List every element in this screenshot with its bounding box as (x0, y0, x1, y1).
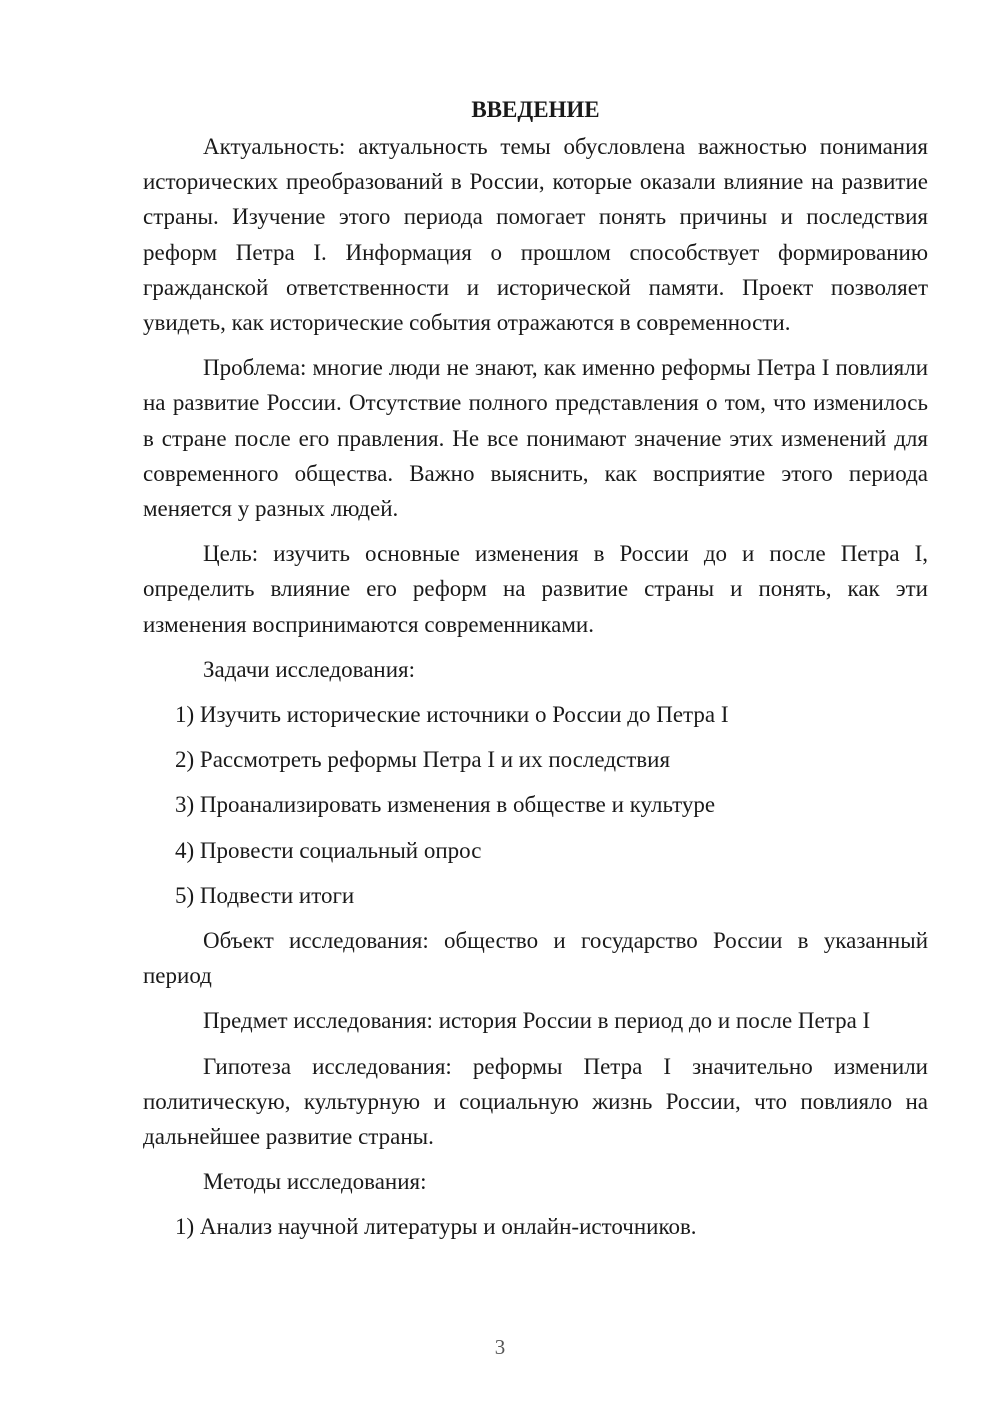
list-item: 4) Провести социальный опрос (175, 837, 482, 863)
paragraph-subject: Предмет исследования: история России в период до и после Петра I (203, 1008, 871, 1034)
methods-list (143, 1209, 928, 1244)
list-item: 3) Проанализировать изменения в обществе и культуре (175, 792, 716, 818)
tasks-heading: Задачи исследования: (203, 656, 416, 682)
list-item: 5) Подвести итоги (175, 882, 355, 908)
list-item: 1) Анализ научной литературы и онлайн-источников. (175, 1214, 697, 1240)
paragraph-hypothesis: Гипотеза исследования: реформы Петра I значительно изменили политическую, культурную и социальную жизнь России, что повлияло на дальнейшее развитие страны. (143, 1053, 928, 1150)
page-title: ВВЕДЕНИЕ (471, 97, 600, 122)
list-item: 1) Изучить исторические источники о России до Петра I (175, 702, 729, 728)
paragraph-goal: Цель: изучить основные изменения в России до и после Петра I, определить влияние его реформ на развитие страны и понять, как эти изменения воспринимаются современниками. (143, 541, 928, 637)
page-number: 3 (494, 1335, 506, 1359)
paragraph-relevance: Актуальность: актуальность темы обусловлена важностью понимания исторических преобразований в России, которые оказали влияние на развитие страны. Изучение этого периода помогает понять причины и последствия реформ Петра I. Информация о прошлом способствует формированию гражданской ответственности и исторической памяти. Проект позволяет увидеть, как исторические события отражаются в современности. (143, 134, 928, 336)
methods-heading: Методы исследования: (203, 1169, 427, 1195)
list-item: 2) Рассмотреть реформы Петра I и их последствия (175, 747, 671, 773)
paragraph-problem: Проблема: многие люди не знают, как именно реформы Петра I повлияли на развитие России. Отсутствие полного представления о том, что изменилось в стране после его правления. Не все понимают значение этих изменений для современного общества. Важно выяснить, как восприятие этого периода меняется у разных людей. (143, 355, 928, 522)
paragraph-object: Объект исследования: общество и государство России в указанный период (143, 928, 928, 989)
document-page (143, 92, 928, 1255)
tasks-list (143, 697, 928, 913)
